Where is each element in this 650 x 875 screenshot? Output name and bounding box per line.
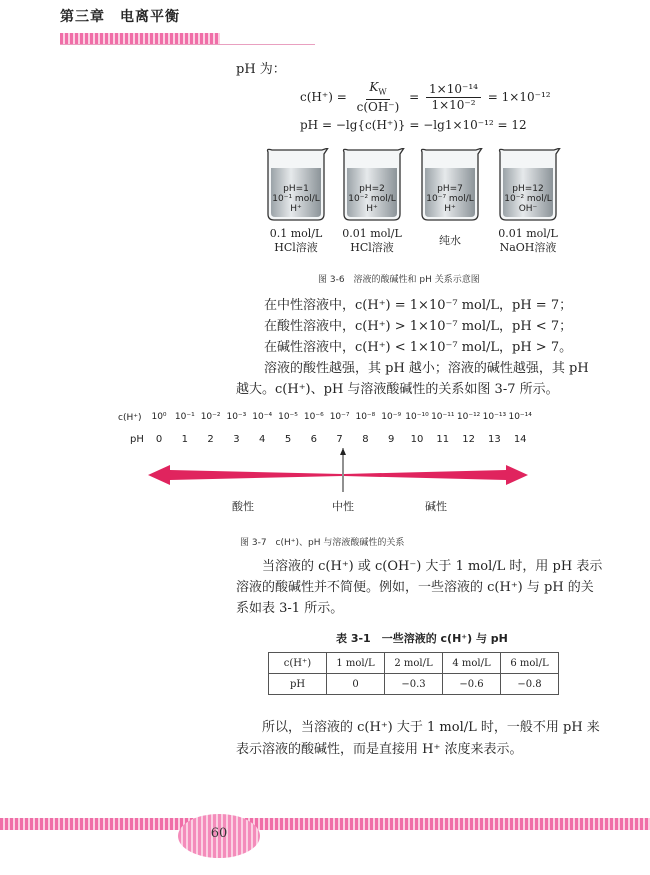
beaker-2-label: [340, 184, 404, 214]
table-cell: c(H⁺): [269, 653, 327, 674]
table-title: 表 3-1 一些溶液的 c(H⁺) 与 pH: [336, 632, 508, 645]
scale-ch-tick: 10⁰: [151, 412, 167, 422]
beaker-4-cap2: NaOH溶液: [499, 241, 557, 254]
scale-ph-tick: 0: [155, 434, 163, 445]
formula-line-1: [300, 80, 551, 115]
formula-result: = 1×10⁻¹²: [487, 90, 551, 105]
beaker-1-label: [264, 184, 328, 214]
scale-ch-tick: 10⁻⁶: [303, 412, 324, 422]
beaker-3-label: [418, 184, 482, 214]
beaker-4-cap1: 0.01 mol/L: [498, 227, 558, 240]
header-rule: [60, 44, 315, 45]
scale-ph-tick: 14: [513, 434, 527, 445]
scale-ch-tick: 10⁻⁵: [278, 412, 298, 422]
scale-ph-tick: 1: [181, 434, 188, 445]
table-cell: 6 mol/L: [501, 653, 559, 674]
table-cell: 2 mol/L: [385, 653, 443, 674]
chapter-title: 第三章 电离平衡: [60, 9, 180, 25]
scale-ch-tick: 10⁻⁷: [329, 412, 350, 422]
scale-ph-tick: 5: [284, 434, 292, 445]
beaker-1-cap2: HCl溶液: [274, 241, 318, 254]
neutral-label: 中性: [332, 500, 354, 513]
beaker-1-ph: pH=1: [283, 184, 309, 194]
scale-ph-tick: 4: [259, 434, 266, 445]
scale-ph-label: pH: [130, 434, 144, 445]
scale-ph-tick: 9: [388, 434, 395, 445]
scale-ph-tick: 2: [207, 434, 214, 445]
scale-ch-tick: 10⁻²: [200, 412, 221, 422]
formula-kw: K: [369, 80, 379, 94]
beaker-2-cap1: 0.01 mol/L: [342, 227, 402, 240]
formula-kw-sub: W: [378, 87, 387, 97]
neutral-line: 在中性溶液中，c(H⁺) = 1×10⁻⁷ mol/L，pH = 7；: [264, 298, 573, 313]
table-cell: 4 mol/L: [443, 653, 501, 674]
beaker-2-conc: 10⁻² mol/L: [348, 194, 396, 204]
table-cell: 0: [327, 674, 385, 695]
beaker-2-caption: [327, 227, 417, 255]
acidity-arrow: [148, 448, 528, 498]
scale-ph-tick: 11: [436, 434, 450, 445]
beaker-4-label: [496, 184, 560, 214]
beaker-3-ion: H⁺: [444, 204, 456, 214]
scale-ph-tick: 8: [362, 434, 369, 445]
formula-equals: =: [409, 90, 420, 105]
paragraph-2-line-2: 越大。c(H⁺)、pH 与溶液酸碱性的关系如图 3-7 所示。: [236, 382, 559, 397]
base-arrow-icon: [344, 465, 528, 485]
table-cell: 1 mol/L: [327, 653, 385, 674]
scale-ph-tick: 12: [462, 434, 475, 445]
formula-numerator: 1×10⁻¹⁴: [426, 82, 481, 98]
beaker-2-ion: H⁺: [366, 204, 378, 214]
table-row: [269, 653, 559, 674]
scale-ch-label: c(H⁺): [118, 413, 142, 423]
base-label: 碱性: [425, 500, 447, 513]
beaker-4-ion: OH⁻: [518, 204, 538, 214]
figure-3-6-caption: 图 3-6 溶液的酸碱性和 pH 关系示意图: [318, 275, 480, 285]
beaker-4-ph: pH=12: [512, 184, 544, 194]
scale-ph-tick: 7: [336, 434, 343, 445]
scale-ch-tick: 10⁻¹⁰: [405, 412, 429, 422]
table-cell: −0.3: [385, 674, 443, 695]
paragraph-3-line-2: 溶液的酸碱性并不简便。例如，一些溶液的 c(H⁺) 与 pH 的关: [236, 580, 594, 595]
page-number: 60: [210, 826, 228, 841]
beaker-1-conc: 10⁻¹ mol/L: [272, 194, 320, 204]
formula-oh: c(OH⁻): [356, 100, 400, 115]
scale-ch-tick: 10⁻¹¹: [431, 412, 455, 422]
beaker-4-conc: 10⁻² mol/L: [504, 194, 552, 204]
paragraph-3-line-1: 当溶液的 c(H⁺) 或 c(OH⁻) 大于 1 mol/L 时，用 pH 表示: [262, 559, 603, 574]
table-row: [269, 674, 559, 695]
formula-lhs: c(H⁺) =: [300, 90, 347, 105]
beaker-3-cap1: 纯水: [439, 234, 461, 247]
ch-ph-table: [268, 652, 559, 695]
scale-ph-tick: 3: [233, 434, 240, 445]
table-cell: −0.6: [443, 674, 501, 695]
scale-ph-tick: 10: [410, 434, 424, 445]
scale-ch-tick: 10⁻¹²: [456, 412, 481, 422]
table-cell: −0.8: [501, 674, 559, 695]
scale-ch-tick: 10⁻⁴: [252, 412, 273, 422]
beaker-1-cap1: 0.1 mol/L: [269, 227, 323, 240]
paragraph-3-line-3: 系如表 3-1 所示。: [236, 601, 344, 616]
scale-ch-tick: 10⁻¹³: [482, 412, 507, 422]
formula-denominator: 1×10⁻²: [431, 98, 476, 113]
scale-ph-tick: 13: [488, 434, 501, 445]
scale-ch-tick: 10⁻⁹: [381, 412, 402, 422]
beaker-2-ph: pH=2: [359, 184, 385, 194]
fraction-kw-over-oh: [354, 80, 403, 115]
paragraph-4-line-1: 所以，当溶液的 c(H⁺) 大于 1 mol/L 时，一般不用 pH 来: [262, 720, 600, 735]
scale-ch-tick: 10⁻³: [226, 412, 247, 422]
scale-ch-tick: 10⁻¹⁴: [508, 412, 532, 422]
beaker-3-caption: [405, 234, 495, 248]
formula-intro: pH 为：: [236, 62, 286, 77]
acid-arrow-icon: [148, 465, 342, 485]
beaker-1-ion: H⁺: [290, 204, 302, 214]
scale-ch-tick: 10⁻⁸: [355, 412, 376, 422]
paragraph-2-line-1: 溶液的酸性越强，其 pH 越小；溶液的碱性越强，其 pH: [264, 361, 589, 376]
beaker-2-cap2: HCl溶液: [350, 241, 394, 254]
fraction-values: [426, 82, 481, 113]
acidic-line: 在酸性溶液中，c(H⁺) > 1×10⁻⁷ mol/L，pH < 7；: [264, 319, 573, 334]
scale-ph-tick: 6: [310, 434, 317, 445]
beaker-3-conc: 10⁻⁷ mol/L: [426, 194, 474, 204]
neutral-marker-arrowhead-icon: [340, 448, 346, 455]
beaker-4-caption: [483, 227, 573, 255]
beaker-3-ph: pH=7: [437, 184, 463, 194]
acid-label: 酸性: [232, 500, 254, 513]
basic-line: 在碱性溶液中，c(H⁺) < 1×10⁻⁷ mol/L，pH > 7。: [264, 340, 573, 355]
scale-ch-tick: 10⁻¹: [174, 412, 195, 422]
paragraph-4-line-2: 表示溶液的酸碱性，而是直接用 H⁺ 浓度来表示。: [236, 742, 523, 757]
figure-3-7-caption: 图 3-7 c(H⁺)、pH 与溶液酸碱性的关系: [240, 538, 405, 548]
footer-decoration-band: [0, 818, 650, 830]
formula-ph-line: pH = −lg{c(H⁺)} = −lg1×10⁻¹² = 12: [300, 118, 527, 132]
table-cell: pH: [269, 674, 327, 695]
